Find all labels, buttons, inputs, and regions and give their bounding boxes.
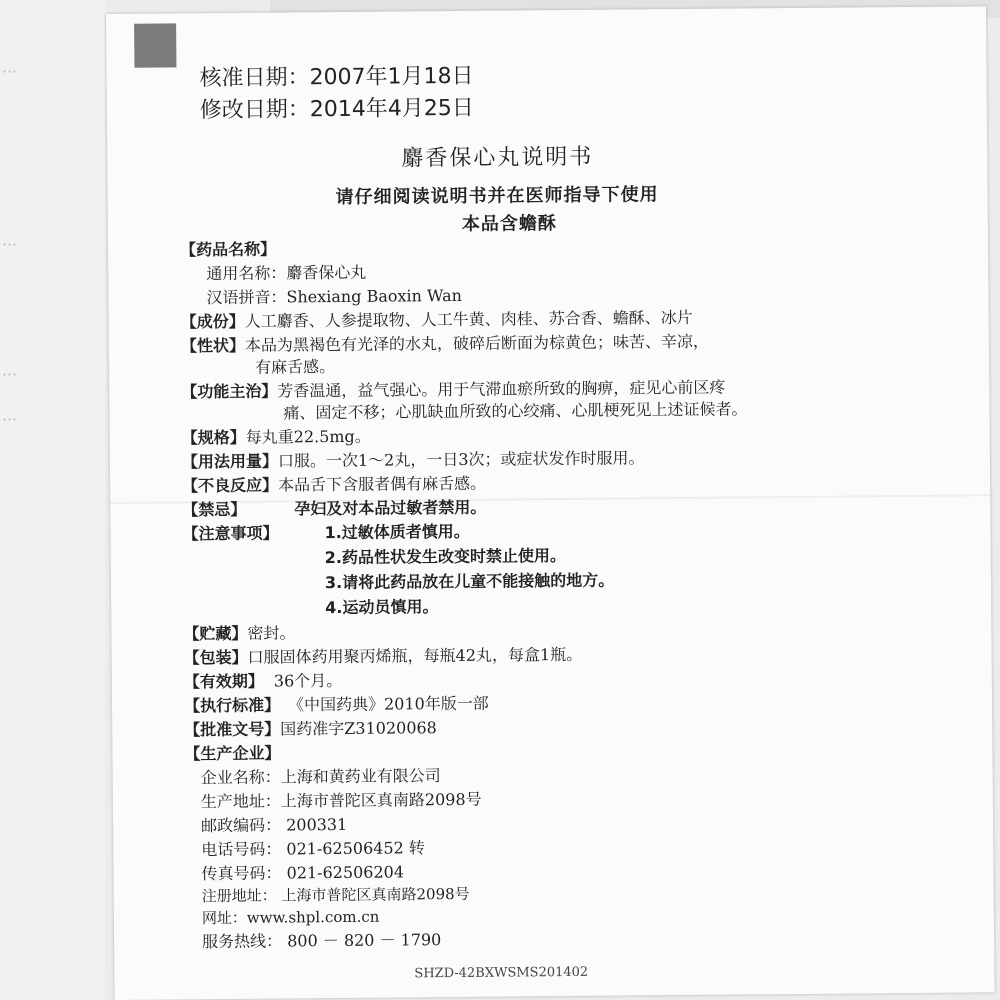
pinyin-name: 汉语拼音：Shexiang Baoxin Wan xyxy=(206,285,462,308)
background-text-fragment: ⋯ xyxy=(2,365,17,383)
ingredients-row xyxy=(181,305,693,332)
phone-number: 电话号码： 021-62506452 转 xyxy=(201,838,425,860)
indications-label: 【功能主治】 xyxy=(181,381,278,402)
precaution-item: 4.运动员慎用。 xyxy=(325,597,439,618)
adverse-row xyxy=(182,471,486,497)
contains-notice: 本品含蟾酥 xyxy=(461,213,557,235)
section-drug-name: 【药品名称】 xyxy=(179,239,277,260)
website: 网址：www.shpl.com.cn xyxy=(201,907,380,928)
storage-row xyxy=(183,620,295,644)
ingredients-label: 【成份】 xyxy=(180,311,245,332)
generic-name: 通用名称：麝香保心丸 xyxy=(206,262,367,284)
production-address: 生产地址：上海市普陀区真南路2098号 xyxy=(200,789,482,812)
validity-text: 36个月。 xyxy=(273,670,343,691)
leaflet-sheet xyxy=(106,6,995,1000)
precautions-label: 【注意事项】 xyxy=(182,523,279,544)
properties-text-cont: 有麻舌感。 xyxy=(255,357,336,377)
document-subtitle: 请仔细阅读说明书并在医师指导下使用 xyxy=(335,184,659,209)
background-text-fragment: ⋯ xyxy=(2,235,17,253)
usage-label: 【用法用量】 xyxy=(181,451,279,472)
standard-label: 【执行标准】 xyxy=(183,695,281,716)
contraindications-row xyxy=(182,495,486,521)
properties-text: 本品为黑褐色有光泽的水丸，破碎后断面为棕黄色；味苦、辛凉， xyxy=(244,331,709,355)
postcode: 邮政编码： 200331 xyxy=(201,814,348,836)
ingredients-text: 人工麝香、人参提取物、人工牛黄、肉桂、苏合香、蟾酥、冰片 xyxy=(244,307,693,331)
standard-row xyxy=(184,691,489,717)
validity-row xyxy=(184,668,343,692)
background-text-fragment: ⋯ xyxy=(2,62,17,80)
indications-text-cont: 痛、固定不移；心肌缺血所致的心绞痛、心肌梗死见上述证候者。 xyxy=(283,399,748,423)
precaution-item: 1.过敏体质者慎用。 xyxy=(324,521,470,543)
spec-text: 每丸重22.5mg。 xyxy=(245,426,371,447)
approval-date: 核准日期：2007年1月18日 xyxy=(199,63,474,92)
background-text-fragment: ⋯ xyxy=(2,410,17,428)
approval-label: 【批准文号】 xyxy=(184,719,281,740)
contraindications-label: 【禁忌】 xyxy=(182,499,247,520)
adverse-text: 本品舌下含服者偶有麻舌感。 xyxy=(278,473,487,495)
standard-text: 《中国药典》2010年版一部 xyxy=(287,693,489,715)
service-hotline: 服务热线： 800 － 820 － 1790 xyxy=(202,930,442,952)
package-row xyxy=(184,642,583,668)
indications-text: 芳香温通，益气强心。用于气滞血瘀所致的胸痹，症见心前区疼 xyxy=(277,377,726,401)
storage-text: 密封。 xyxy=(247,623,296,643)
spec-row xyxy=(182,424,371,449)
package-label: 【包装】 xyxy=(183,647,248,668)
precaution-item: 2.药品性状发生改变时禁止使用。 xyxy=(324,546,567,568)
usage-text: 口服。一次1～2丸，一日3次；或症状发作时服用。 xyxy=(277,448,645,471)
document-title: 麝香保心丸说明书 xyxy=(401,144,594,172)
validity-label: 【有效期】 xyxy=(183,671,264,692)
revision-date: 修改日期：2014年4月25日 xyxy=(199,95,474,124)
contraindications-text: 孕妇及对本品过敏者禁用。 xyxy=(294,497,487,519)
precaution-item: 3.请将此药品放在儿童不能接触的地方。 xyxy=(324,570,615,593)
document-code: SHZD-42BXWSMS201402 xyxy=(414,964,589,982)
fax-number: 传真号码： 021-62506204 xyxy=(201,862,405,884)
properties-row xyxy=(181,329,709,357)
corner-marker xyxy=(134,23,176,67)
registered-address: 注册地址： 上海市普陀区真南路2098号 xyxy=(201,884,470,906)
storage-label: 【贮藏】 xyxy=(183,623,248,644)
approval-text: 国药准字Z31020068 xyxy=(280,718,437,739)
company-name: 企业名称：上海和黄药业有限公司 xyxy=(200,766,441,788)
usage-row xyxy=(182,445,645,472)
adverse-label: 【不良反应】 xyxy=(182,475,279,496)
section-manufacturer: 【生产企业】 xyxy=(184,743,281,764)
properties-label: 【性状】 xyxy=(180,335,245,356)
background-document-left xyxy=(0,0,105,1000)
spec-label: 【规格】 xyxy=(181,427,246,448)
package-text: 口服固体药用聚丙烯瓶，每瓶42丸，每盒1瓶。 xyxy=(247,644,583,667)
approval-row xyxy=(184,715,437,740)
